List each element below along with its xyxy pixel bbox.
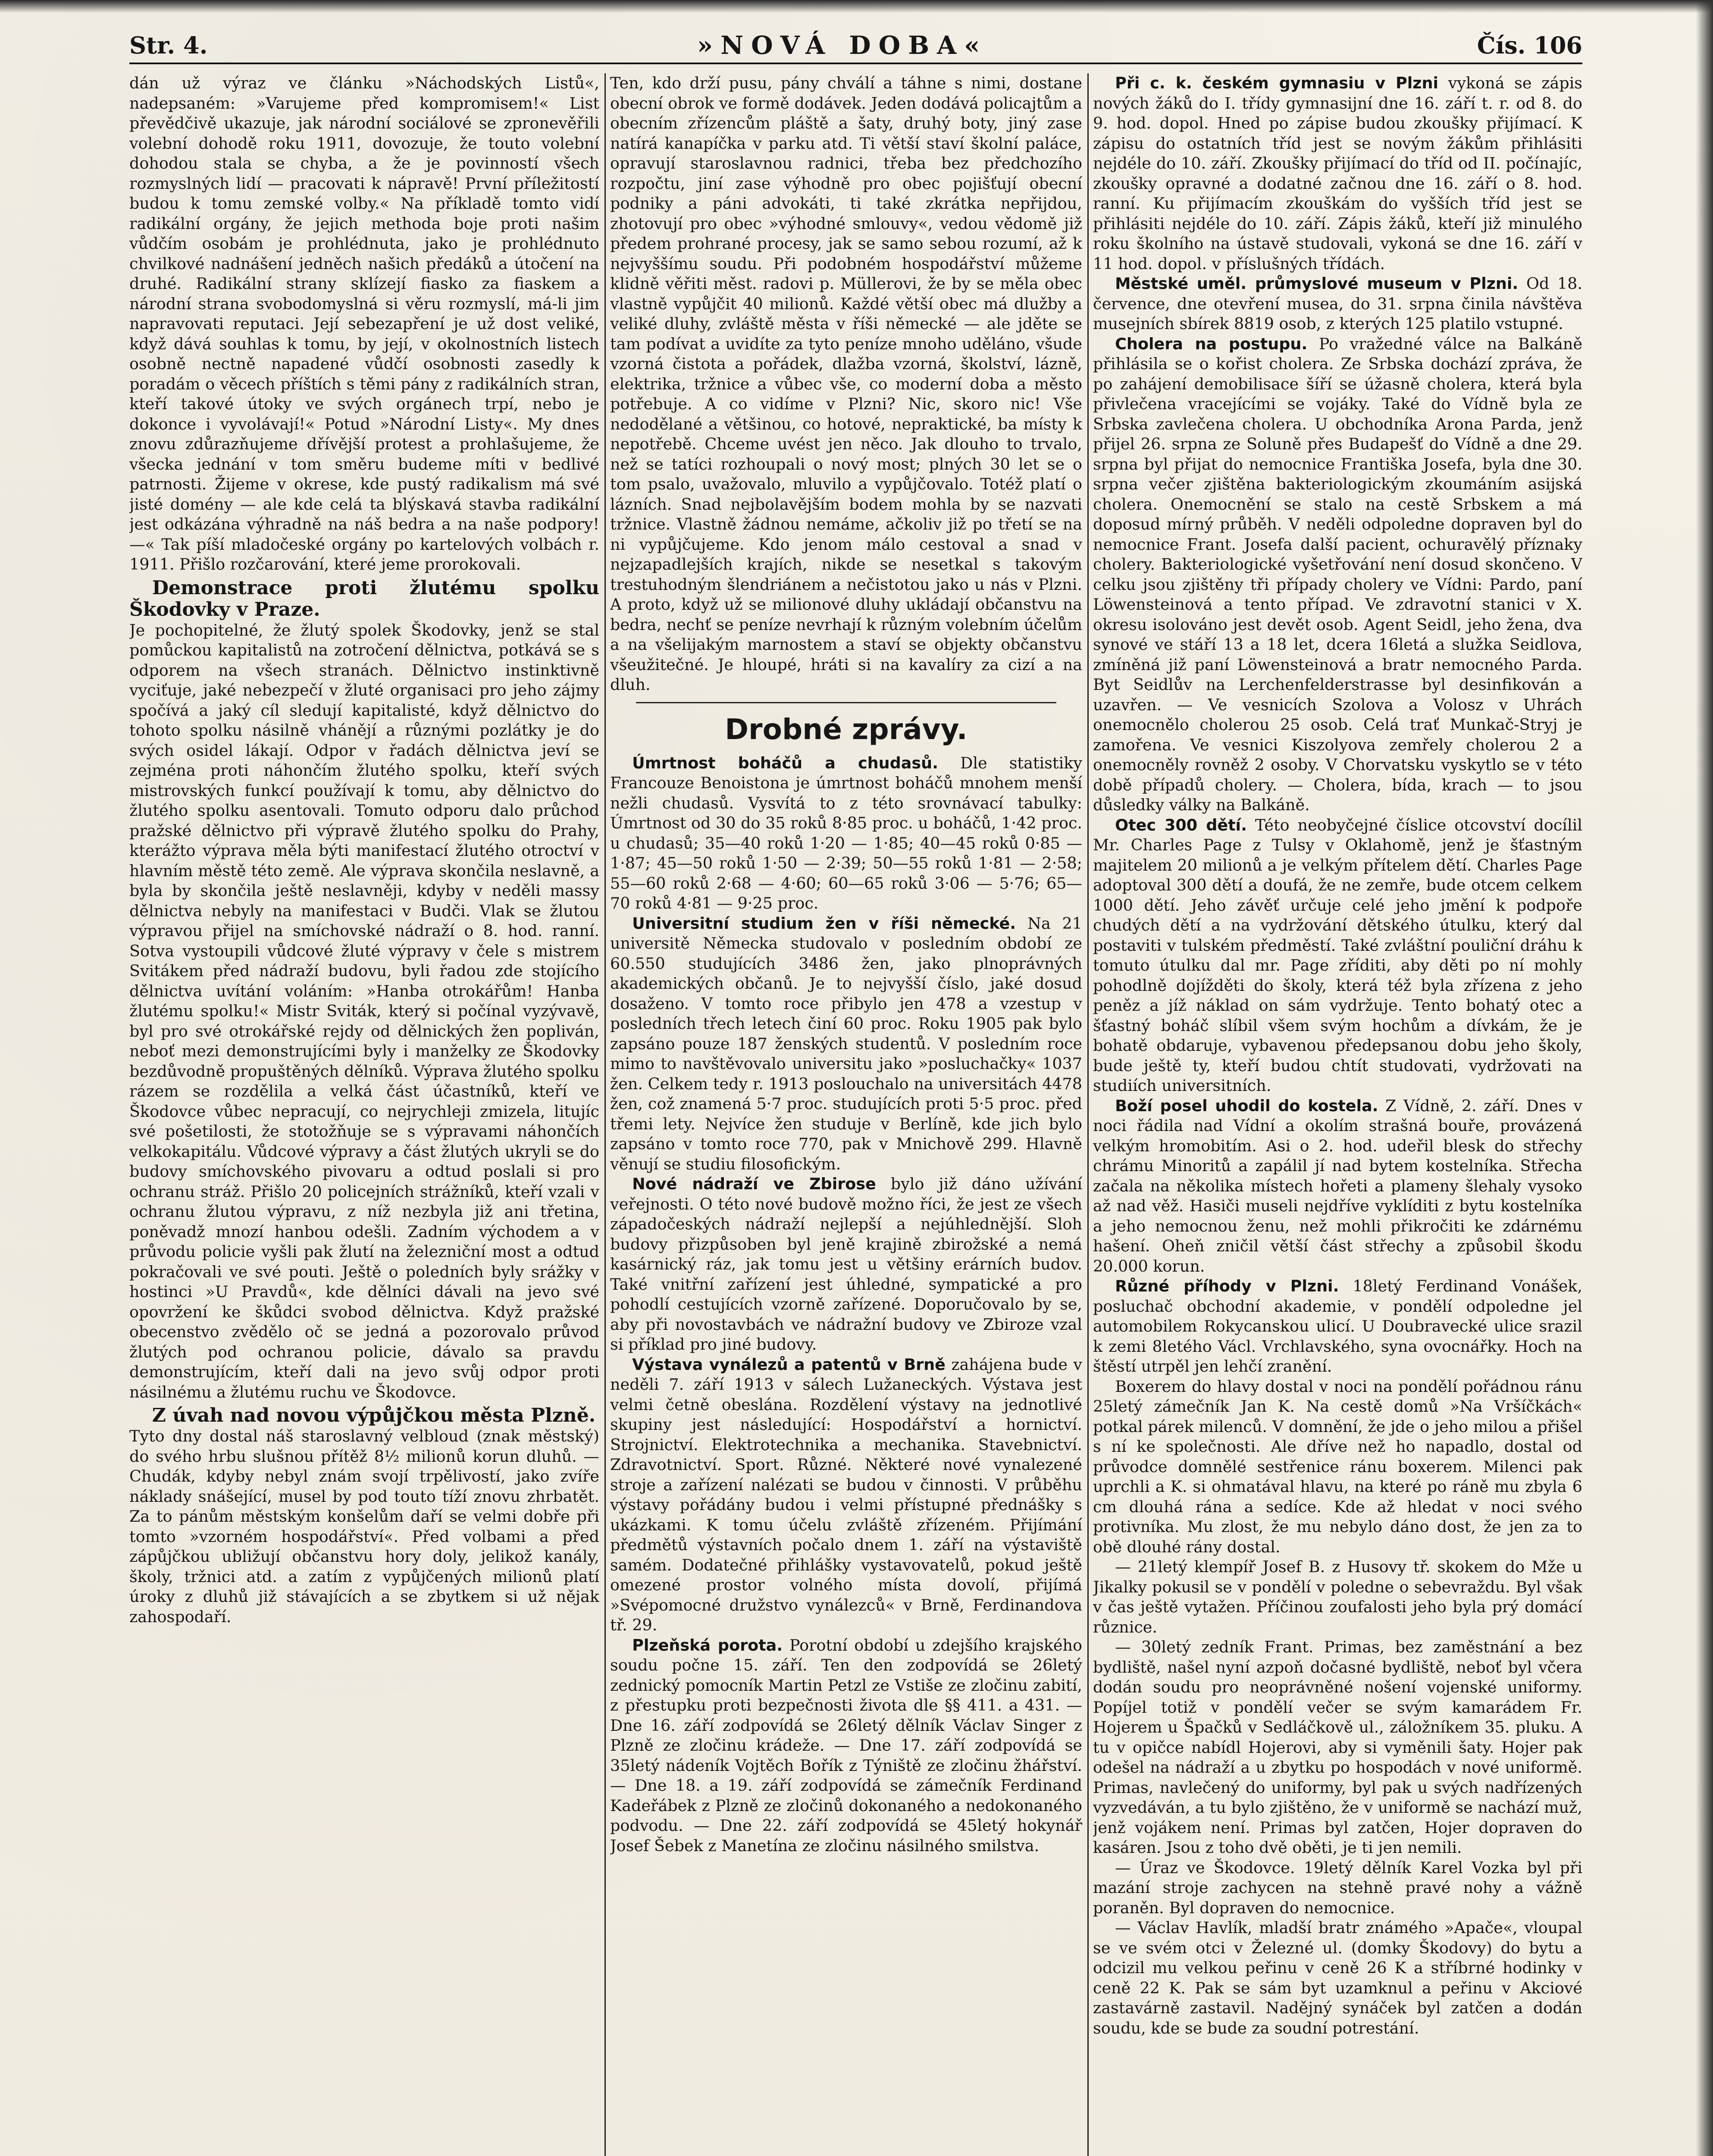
news-item [610,1174,1082,1355]
column-3 [1093,73,1582,2156]
article-text: Ten, kdo drží pusu, pány chválí a táhne s nimi, dostane obecní obrok ve formě dodávek. Jeden dodává policajtům a obecním zřízencům pláště a šaty, druhý boty, jiný zase natírá kanapíčka v parku atd. Ti větší staví školní paláce, opravují staroslavnou radnici, třeba bez předchozího rozpočtu, jiní zase výhodně pro obec pojišťují obecní podniky a páni advokáti, ti také zkrátka nepřijdou, zhotovují pro obec »výhodné smlouvy«, vedou vědomě již předem prohrané procesy, jak se samo sebou rozumí, až k nejvyššímu soudu. Při podobném hospodářství můžeme klidně věřiti měst. radovi p. Müllerovi, že by se měla obec vlastně vypůjčit 40 milionů. Každé větší obec má dlužby a veliké dluhy, zvláště města v říši německé — ale jděte se tam podívat a uvidíte za tyto peníze mnoho udělánо, všude vzorná čistota a pořádek, dlažba vzorná, školství, lázně, elektrika, tržnice a vůbec vše, co moderní doba a město potřebuje. A co vidíme v Plzni? Nic, skoro nic! Vše nedodělané a většinou, co hotové, nepraktické, ba místy k nepotřebě. Chceme uvést jen něco. Jak dlouho to trvalo, než se tatíci rozhoupali o nový most; plných 30 let se o tom psalo, uvažovalo, mluvilo a vypůjčovalo. Totéž platí o lázních. Snad nejbolavějším bodem mohla by se nazvati tržnice. Vlastně žádnou nemáme, ačkoliv již po třetí se na ni vypůjčujeme. Kdo jenom málo cestoval a snad v nejzapadlejších krajích, nikde se nesetkal s takovým trestuhodným šlendriánem a nečistotou jako u nás v Plzni. A proto, když už se milionové dluhy ukládají občanstvu na bedra, nechť se peníze nevrhají k různým volebním účelům a na všelijakým marnostem a staví se objekty občanstvu všeužitečné. Je hloupé, hráti si na kavalíry za cizí a na dluh. [610,74,1082,694]
news-item-lead: Výstava vynálezů a patentů v Brně [632,1355,946,1374]
masthead-title: »NOVÁ DOBA« [697,31,988,60]
column-rule-1 [604,73,606,2156]
article-text: Tyto dny dostal náš staroslavný velbloud (znak městský) do svého hrbu slušnou přítěž 8½ milionů korun dluhů. — Chudák, kdyby nebyl znám svojí trpělivostí, jako zvíře náklady snášející, musel by pod touto tíží znovu zhrbatět. Za to pánům městským konšelům daří se velmi dobře při tomto »vzorném hospodářství«. Před volbami a před zápůjčkou ubližují občanstvu hory doly, jelikož kanály, školy, tržnici atd. a zatím z vypůjčených milionů platí úroky z dluhů již stávajících a se zbytkem si už nějak zahospodaří. [129,1427,599,1626]
news-item-text: Boxerem do hlavy dostal v noci na pondělí pořádnou ránu 25letý zámečník Jan K. Na cestě domů »Na Vršíčkách« potkal párek milenců. V domnění, že jde o jeho milou a přišel s ní ke společnosti. Ale dříve než ho napadlo, dostal od průvodce domnělé sestřenice ránu boxerem. Milenci pak uprchli a K. si ohmatával hlavu, na které po ráně mu zbyla 6 cm dlouhá rána a sedíce. Kde až hledat v noci svého protivníka. Mu zlost, že mu nebylo dáno dost, že jen za to obě dlouhé rány dostal. [1093,1377,1582,1556]
article-heading: Demonstrace proti žlutému spolku Škodovky v Praze. [129,577,599,620]
page-number: Str. 4. [129,31,208,59]
news-item [1093,1096,1582,1277]
news-item-lead: Plzeňská porota. [632,1636,783,1655]
news-item-text: Této neobyčejné číslice otcovství docílil Mr. Charles Page z Tulsy v Oklahomě, jenž je šťastným majitelem 20 milionů a je velkým přítelem dětí. Charles Page adoptoval 300 dětí a doufá, že ne zemře, bude otcem celkem 1000 dětí. Jeho závěť určuje celé jeho jmění k podpoře chudých dětí a na vydržování dětského útulku, který dal postaviti v tulském předměstí. Také zvláštní pouliční dráhu k tomuto útulku dal mr. Page zříditi, aby děti po ní mohly pohodlně dojížděti do školy, která též byla zřízena z jeho peněz a jíž náklad on sám vydržuje. Tento bohatý otec a šťastný boháč slíbil všem svým hochům a dívkám, že je bohatě obdaruje, vybavenou předepsanou dobu jeho školy, bude ještě ty, kteří budou chtít studovati, vydržovati na studiích universitních. [1093,815,1582,1095]
news-item-text: Na 21 universitě Německa studovalo v posledním období ze 60.550 studujících 3486 žen, jako plnoprávných akademických občanů. Je to nejvyšší číslo, jaké dosud dosaženo. V tomto roce přibylo jen 478 a vzestup v posledních třech letech činí 60 proc. Roku 1905 pak bylo zapsáno pouze 187 ženských studentů. V posledním roce mimo to navštěvovalo universitu jako »posluchačky« 1037 žen. Celkem tedy r. 1913 poslouchalo na universitách 4478 žen, což znamená 5·7 proc. studujících proti 5·5 proc. před třemi lety. Nejvíce žen studuje v Berlíně, kde jich bylo zapsáno v tomto roce 770, pak v Mnichově 299. Hlavně věnují se studiu filosofickým. [610,914,1082,1173]
news-item-text: — 21letý klempíř Josef B. z Husovy tř. skokem do Mže u Jikalky pokusil se v pondělí v poledne o sebevraždu. Byl však v čas ještě vytažen. Příčinou zoufalosti jeho byla prý domácí různice. [1093,1557,1582,1636]
section-divider [636,702,1056,703]
news-item-lead: Městské uměl. průmyslové museum v Plzni. [1115,274,1519,293]
news-item [610,1636,1082,1856]
news-item [1093,1276,1582,1377]
news-item-lead: Při c. k. českém gymnasiu v Plzni [1115,74,1438,92]
news-item-lead: Nové nádraží ve Zbirose [632,1175,876,1193]
news-item [1093,274,1582,334]
article-heading: Z úvah nad novou výpůjčkou města Plzně. [152,1404,596,1426]
column-1 [129,73,599,2156]
section-title: Drobné zprávy. [725,712,968,746]
news-item-text: Porotní období u zdejšího krajského soudu počne 15. září. Ten den zodpovídá se 26letý zednický pomocník Martin Petzl ze Vstiše ze zločinu zabití, z přestupku proti bezpečnosti života dle §§ 411. a 431. — Dne 16. září zodpovídá se 26letý dělník Václav Singer z Plzně ze zločinu krádeže. — Dne 17. září zodpovídá se 35letý nádeník Vojtěch Bořík z Týniště ze zločinu žhářství. — Dne 18. a 19. září zodpovídá se zámečník Ferdinand Kadeřábek z Plzně ze zločinů dokonaného a nedokonaného podvodu. — Dne 22. září zodpovídá se 45letý hokynář Josef Šebek z Manetína ze zločinu násilného smilstva. [610,1636,1082,1855]
news-item-lead: Boží posel uhodil do kostela. [1115,1096,1378,1115]
news-item-text: — 30letý zedník Frant. Primas, bez zaměstnání a bez bydliště, našel nyní azpoň dočasné bydliště, neboť byl včera dodán soudu pro neoprávněné nošení vojenské uniformy. Popíjel totiž v pondělí večer se svým kamarádem Fr. Hojerem u Špačků v Sedláčkově ul., záložníkem 35. pluku. A tu v opičce nabídl Hojerovi, aby si vyměnili šaty. Hojer pak odešel na nádraží a u zbytku po hospodách v nové uniformě. Primas, navlečený do uniformy, byl pak u svých nadřízených vyzvedáván, a tu bylo zjištěno, že v uniformě se nachází muž, jenž vojákem není. Primas byl zatčen, Hojer dopraven do kasáren. Jsou z toho dvě oběti, je ti jen nemili. [1093,1638,1582,1857]
news-item-text: Z Vídně, 2. září. Dnes v noci řádila nad Vídní a okolím strašná bouře, provázená velkým hromobitím. Asi o 2. hod. udeřil blesk do střechy chrámu Minoritů a zapálil jí nad bytem kostelníka. Střecha začala na několika místech hořeti a plameny šlehaly vysoko až nad věž. Hasiči museli nejdříve vyklíditi z bytu kostelníka a jeho nemocnou ženu, než mohli přikročiti ke zdárnému hašení. Oheň zničil větší část střechy a způsobil škodu 20.000 korun. [1093,1096,1582,1275]
column-2 [610,73,1082,2156]
scan-edge-right [1696,0,1713,2156]
column-rule-2 [1087,73,1089,2156]
news-item-lead: Cholera na postupu. [1115,334,1308,353]
news-item-text: — Václav Havlík, mladší bratr známého »Apače«, vloupal se ve svém otci v Železné ul. (domky Škodovy) do bytu a odcizil mu velkou peřinu v ceně 26 K a stříbrné hodinky v ceně 22 K. Pak se sám byt uzamknul a peřinu v Akciové zastavárně zastavil. Nadějný synáček byl zatčen a dodán soudu, kde se bude za soudní potrestání. [1093,1918,1582,2037]
issue-number: Čís. 106 [1477,31,1582,59]
scan-edge-top [0,0,1713,13]
news-item-lead: Otec 300 dětí. [1115,815,1247,834]
news-item-text: bylo již dáno užívání veřejnosti. O této nové budově možno říci, že jest ze všech západočeských nádraží nejlepší a nejúhlednější. Sloh budovy přizpůsoben byl jeně krajině zbirožské a nemá kasárnický ráz, jak tomu jest u většiny erárních budov. Také vnitřní zařízení jest úhledné, sympatické a pro pohodlí cestujících vzorně zařízené. Doporučovalo by se, aby při novostavbách ve nádražní budovy ve Zbiroze vzal si příklad pro jiné budovy. [610,1175,1082,1354]
news-item-lead: Universitní studium žen v říši německé. [632,914,1016,933]
news-item-text: Po vražedné válce na Balkáně přihlásila se o kořist cholera. Ze Srbska dochází zpráva, že po zahájení demobilisace šíří se úžasně cholera, která byla přivlečena vracejícími se vojáky. Také do Vídně byla ze Srbska zavlečena cholera. U obchodníka Arona Parda, jenž přijel 26. srpna ze Soluně přes Budapešť do Vídně a dne 29. srpna byl přijat do nemocnice Františka Josefa, byla dne 30. srpna večer zjištěna bakteriologickým zkoumáním asijská cholera. Onemocnění se stalo na cestě Srbskem a má doposud mírný průběh. V neděli odpoledne dopraven byl do nemocnice Frant. Josefa další pacient, ochuravělý příznaky cholery. Bakteriologické vyšetřování není dosud skončeno. V celku jsou zjištěny tři případy cholery ve Vídni: Pardo, paní Löwensteinová a tento případ. Ve zdravotní stanici v X. okresu isolováno jest devět osob. Agent Seidl, jeho žena, dva synové ve stáří 13 a 18 let, dcera 16letá a služka Seidlova, zmíněná již paní Löwensteinová a bratr nemocného Parda. Byt Seidlův na Lerchenfelderstrasse byl desinfikován a uzavřen. — Ve vesnicích Szolova a Volosz v Uhrách onemocnělo cholerou 25 osob. Celá trať Munkač-Stryj je zamořena. Ve vesnici Kiszolyova zemřely cholerou 2 a onemocněly rovněž 2 osoby. V Chorvatsku vyskytlo se v této době případů cholery. — Cholera, bída, krach — to jsou důsledky války na Balkáně. [1093,334,1582,814]
news-item-text: Od 18. července, dne otevření musea, do 31. srpna činila návštěva musejních sbírek 8819 osob, z kterých 125 platilo vstupné. [1093,274,1582,333]
news-item [1093,815,1582,1096]
news-item [1093,73,1582,274]
news-item [610,1355,1082,1636]
news-item-text: Dle statistiky Francouze Benoistona je úmrtnost boháčů mnohem menší nežli chudasů. Vysvítá to z této srovnávací tabulky: Úmrtnost od 30 do 35 roků 8·85 proc. u boháčů, 1·42 proc. u chudasů; 35—40 roků 1·20 — 1·85; 40—45 roků 0·85 — 1·87; 45—50 roků 1·50 — 2·39; 50—55 roků 1·81 — 2·58; 55—60 roků 2·68 — 4·60; 60—65 roků 3·06 — 5·76; 65—70 roků 4·81 — 9·25 proc. [610,753,1082,912]
news-item-lead: Různé příhody v Plzni. [1115,1277,1339,1295]
news-item-text: vykoná se zápis nových žáků do I. třídy gymnasijní dne 16. září t. r. od 8. do 9. hod. dopol. Hned po zápise budou zkoušky přijímací. K zápisu do ostatních tříd jest se novým žákům přihlásiti nejdéle do 10. září. Zkoušky přijímací do tříd od II. počínajíc, zkoušky opravné a dodatné začnou dne 16. září o 8. hod. ranní. Ku přijímacím zkouškám do vyšších tříd jest se přihlásiti nejdéle do 10. září. Zápis žáků, kteří již minulého roku školního na ústavě studovali, vykoná se dne 16. září v 11 hod. dopol. v příslušných třídách. [1093,74,1582,273]
article-text: Je pochopitelné, že žlutý spolek Škodovky, jenž se stal pomůckou kapitalistů na zotročení dělnictva, potkává se s odporem na všech stranách. Dělnictvo instinktivně vyciťuje, jaké nebezpečí v žluté organisaci pro jeho zájmy spočívá a jaký cíl sledují kapitalisté, když dělnictvo do tohoto spolku násilně vhánějí a různými pozlátky je do svých osidel lákají. Odpor v řadách dělnictva jeví se zejména proti náhončím žlutého spolku, kteří svých mistrovských funkcí používají k tomu, aby dělnictvo do žlutého spolku asentovali. Tomuto odporu dalo průchod pražské dělnictvo při výpravě žlutého spolku do Prahy, kterážto výprava měla býti manifestací žlutého otroctví v hlavním městě této země. Ale výprava skončila neslavně, a byla by skončila ještě neslavněji, kdyby v neděli massy dělnictva nebyly na manifestaci v Budči. Vlak se žlutou výpravou přijel na smíchovské nádraží o 8. hod. ranní. Sotva vystoupili vůdcové žluté výpravy v čele s mistrem Svitákem před nádraží budovu, byli řadou zde stojícího dělnictva uvítání voláním: »Hanba otrokářům! Hanba žlutému spolku!« Mistr Sviták, který si počínal vyzývavě, byl pro své otrokářské rejdy od dělnických žen popliván, neboť mezi demonstrujícími byly i manželky ze Škodovky bezdůvodně propuštěných dělníků. Výprava žlutého spolku rázem se rozdělila a velká část účastníků, kteří ve Škodovce vůbec nepracují, co nejrychleji zmizela, litujíc své pošetilosti, že stotožňuje se s výpravami náhončích velkokapitálu. Vůdcové výpravy a část žlutých ukryli se do budovy smíchovského pivovaru a odtud poslali si pro ochranu stráž. Přišlo 20 policejních strážníků, kteří vzali v ochranu žlutou výpravu, z níž nezbyla již ani třetina, poněvadž mnozí hanbou odešli. Zadním východem a v průvodu policie vyšli pak žlutí na železniční most a odtud pokračovali ve své pouti. Ještě o poledních byly srážky v hostinci »U Pravdů«, kde dělníci dávali na jevo své opovržení ke škůdci svobod dělnictva. Když pražské obecenstvo zvědělo oč se jedná a pozorovalo průvod žlutých pod ochranou policie, dávalo sa pravdu demonstrujícím, kteří dali na jevo svůj odpor proti násilnému a žlutému ruchu ve Škodovce. [129,620,599,1401]
news-item-text: — Úraz ve Škodovce. 19letý dělník Karel Vozka byl při mazání stroje zachycen na stehně pravé nohy a vážně poraněn. Byl dopraven do nemocnice. [1093,1858,1582,1917]
article-text: dán už výraz ve článku »Náchodských Listů«, nadepsaném: »Varujeme před kompromisem!« List převědčivě ukazuje, jak národní sociálové se zpronevěřili volební dohodě roku 1911, dovozuje, že touto volební dohodou stala se chyba, a že je povinností všech rozmyslných lidí — pracovati k nápravě! První příležitostí budou k tomu zemské volby.« Na příkladě tomto vidí radikální orgány, že jejich methoda boje proti našim vůdčím osobám je prohlédnuta, jako je prohlédnuto chvilkové nadnášení jedněch našich předáků a útočení na druhé. Radikální strany sklízejí fiasko za fiaskem a národní strana svobodomyslná si věru rozmyslí, má-li jim napravovati reputaci. Její sebezapření je už dost veliké, když dává souhlas k tomu, by její, v okolnostních listech osobně nectně napadené vůdčí osobnosti zasedly k poradám o věcech příštích s těmi pány z radikálních stran, kteří takové útoky ve svých orgánech trpí, nebo je dokonce i vyvolávají!« Potud »Národní Listy«. My dnes znovu zdůrazňujeme dřívější protest a prohlašujeme, že všecka jednání v tom směru budeme míti v bedlivé patrnosti. Žijeme v okrese, kde pustý radikalism má své jisté domény — ale kde celá ta blýskavá stavba radikální jest odkázána výhradně na náš bedra a na naše podpory! —« Tak píší mladočeské orgány po kartelových volbách r. 1911. Přišlo rozčarování, které jeme prorokovali. [129,74,599,573]
news-item [1093,334,1582,815]
news-item [610,753,1082,914]
news-item-text: zahájena bude v neděli 7. září 1913 v sálech Lužaneckých. Výstava jest velmi četně obeslána. Rozdělení výstavy na jednotlivé skupiny jest následující: Hospodářství a hornictví. Strojnictví. Elektrotechnika a mechanika. Stavebnictví. Zdravotnictví. Sport. Různé. Některé nové vynalezené stroje a zařízení nalézati se budou v činnosti. V průběhu výstavy pořádány budou i velmi přístupné přednášky s ukázkami. K tomu účelu zvláště zřízeném. Přijímání předmětů výstavních počalo dnem 1. září na výstaviště samém. Dodatečné přihlášky vystavovatelů, pokud ještě omezené prostor volného místa dovolí, přijímá »Svépomocné družstvo vynálezců« v Brně, Ferdinandova tř. 29. [610,1355,1082,1634]
news-item [610,914,1082,1175]
page-header [129,28,1582,64]
news-item-lead: Úmrtnost boháčů a chudasů. [632,753,938,772]
news-item-text: 18letý Ferdinand Vonášek, posluchač obchodní akademie, v pondělí odpoledne jel automobilem Rokycanskou ulicí. U Doubravecké ulice srazil k zemi 8letého Václ. Vrchlavského, syna ovocnářky. Hoch na štěstí utrpěl jen lehčí zranění. [1093,1277,1582,1376]
